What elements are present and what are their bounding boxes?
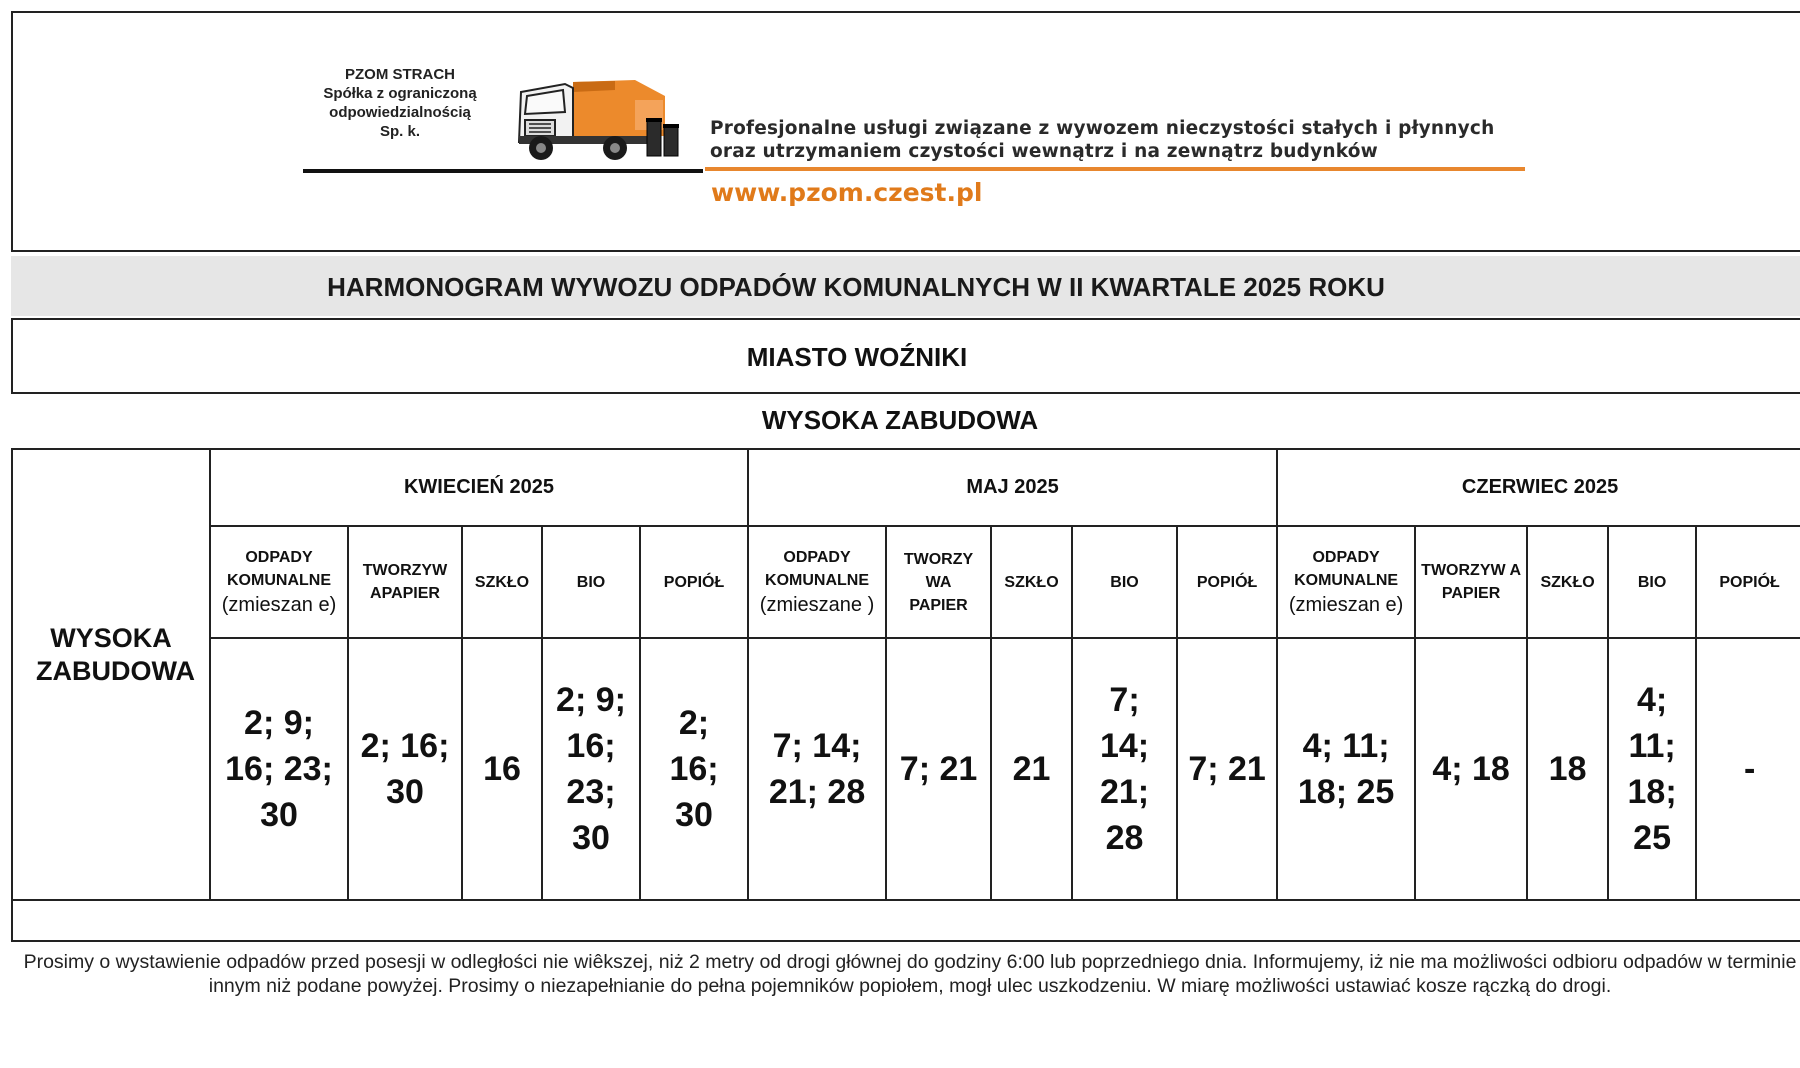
company-name-line2: Spółka z ograniczoną: [323, 85, 477, 102]
date-values: 2; 16; 30: [669, 704, 719, 834]
schedule-title-band: [11, 256, 1800, 316]
date-values: -: [1743, 750, 1756, 788]
date-cell: [1072, 638, 1177, 900]
category-sublabel: (zmieszan e): [221, 593, 337, 616]
category-header: BIO: [1072, 526, 1177, 638]
date-cell: [210, 638, 348, 900]
category-label: ODPADY KOMUNALNE: [227, 548, 331, 589]
company-name-line1: PZOM STRACH: [345, 66, 455, 83]
date-cell: [991, 638, 1072, 900]
schedule-table: [11, 448, 1800, 942]
date-cell: [640, 638, 748, 900]
month-header-may: MAJ 2025: [748, 449, 1277, 526]
date-values: 18: [1548, 750, 1587, 788]
logo-divider-black: [303, 169, 703, 173]
date-values: 2; 16; 30: [360, 727, 450, 811]
month-header-june: CZERWIEC 2025: [1277, 449, 1800, 526]
category-header: [348, 526, 462, 638]
date-cell: [462, 638, 542, 900]
category-label: ODPADY KOMUNALNE: [1294, 548, 1399, 589]
date-cell: [348, 638, 462, 900]
empty-row: [12, 900, 1800, 941]
category-header: POPIÓŁ: [1177, 526, 1277, 638]
date-values: 7; 21: [1188, 750, 1266, 788]
category-sublabel: (zmieszane ): [759, 593, 875, 616]
category-header: BIO: [1608, 526, 1696, 638]
city-name: MIASTO WOŹNIKI: [746, 342, 968, 372]
date-cell: [886, 638, 991, 900]
date-cell: [1415, 638, 1527, 900]
empty-cell: [12, 900, 1800, 941]
company-name-line3: odpowiedzialnością: [329, 104, 471, 121]
category-header: [748, 526, 886, 638]
category-label: TWORZYW APAPIER: [362, 562, 448, 602]
date-cell: [748, 638, 886, 900]
company-website: www.pzom.czest.pl: [711, 178, 983, 207]
logo-divider-orange: [705, 167, 1525, 171]
date-cell: [1527, 638, 1608, 900]
category-sublabel: (zmieszan e): [1288, 593, 1404, 616]
tagline-line1: Profesjonalne usługi związane z wywozem nieczystości stałych i płynnych: [710, 118, 1495, 139]
category-header: [1277, 526, 1415, 638]
city-band: [11, 318, 1800, 394]
garbage-truck-icon: [515, 78, 682, 162]
category-header: [210, 526, 348, 638]
category-header: [886, 526, 991, 638]
date-values: 2; 9; 16; 23; 30: [225, 704, 333, 834]
category-header: SZKŁO: [462, 526, 542, 638]
row-label-cell: [12, 449, 210, 900]
zone-subtitle: WYSOKA ZABUDOWA: [761, 405, 1039, 435]
date-values: 21: [1012, 750, 1051, 788]
category-label: TWORZYW A PAPIER: [1421, 562, 1521, 602]
category-header: BIO: [542, 526, 640, 638]
date-cell: [1277, 638, 1415, 900]
category-header: SZKŁO: [1527, 526, 1608, 638]
row-label: WYSOKA ZABUDOWA: [36, 622, 195, 686]
date-values: 4; 11; 18; 25: [1627, 681, 1677, 857]
date-values: 4; 11; 18; 25: [1297, 727, 1395, 811]
month-header-april: KWIECIEŃ 2025: [210, 449, 748, 526]
date-cell: [1608, 638, 1696, 900]
category-header: POPIÓŁ: [1696, 526, 1800, 638]
date-cell: [542, 638, 640, 900]
category-header: POPIÓŁ: [640, 526, 748, 638]
date-values: 7; 14; 21; 28: [768, 727, 866, 811]
date-values: 7; 21: [899, 750, 978, 788]
month-header-row: [12, 449, 1800, 526]
date-values: 4; 18: [1432, 750, 1510, 788]
date-values: 7; 14; 21; 28: [1099, 681, 1150, 857]
date-values: 16: [483, 750, 521, 788]
date-values: 2; 9; 16; 23; 30: [556, 681, 626, 857]
schedule-title: HARMONOGRAM WYWOZU ODPADÓW KOMUNALNYCH W II KWARTALE 2025 ROKU: [327, 272, 1385, 302]
category-header-row: [12, 526, 1800, 638]
footer-note: Prosimy o wystawienie odpadów przed posesji w odległości nie wiêkszej, niż 2 metry od drogi głównej do godziny 6:00 lub poprzedniego dnia. Informujemy, iż nie ma możliwości odbioru odpadów w terminie innym niż podane powyżej. Prosimy o niezapełnianie do pełna pojemników popiołem, mogł ulec uszkodzeniu. W miarę możliwości ustawiać kosze rączką do drogi.: [23, 951, 1797, 997]
schedule-data-row: [12, 638, 1800, 900]
category-label: TWORZY WA PAPIER: [903, 550, 974, 614]
category-header: [1415, 526, 1527, 638]
category-header: SZKŁO: [991, 526, 1072, 638]
company-name-line4: Sp. k.: [379, 123, 420, 140]
date-cell: [1696, 638, 1800, 900]
company-tagline: [710, 117, 1540, 163]
category-label: ODPADY KOMUNALNE: [765, 548, 870, 589]
date-cell: [1177, 638, 1277, 900]
company-name: [300, 65, 500, 141]
tagline-line2: oraz utrzymaniem czystości wewnątrz i na zewnątrz budynków: [710, 141, 1378, 162]
